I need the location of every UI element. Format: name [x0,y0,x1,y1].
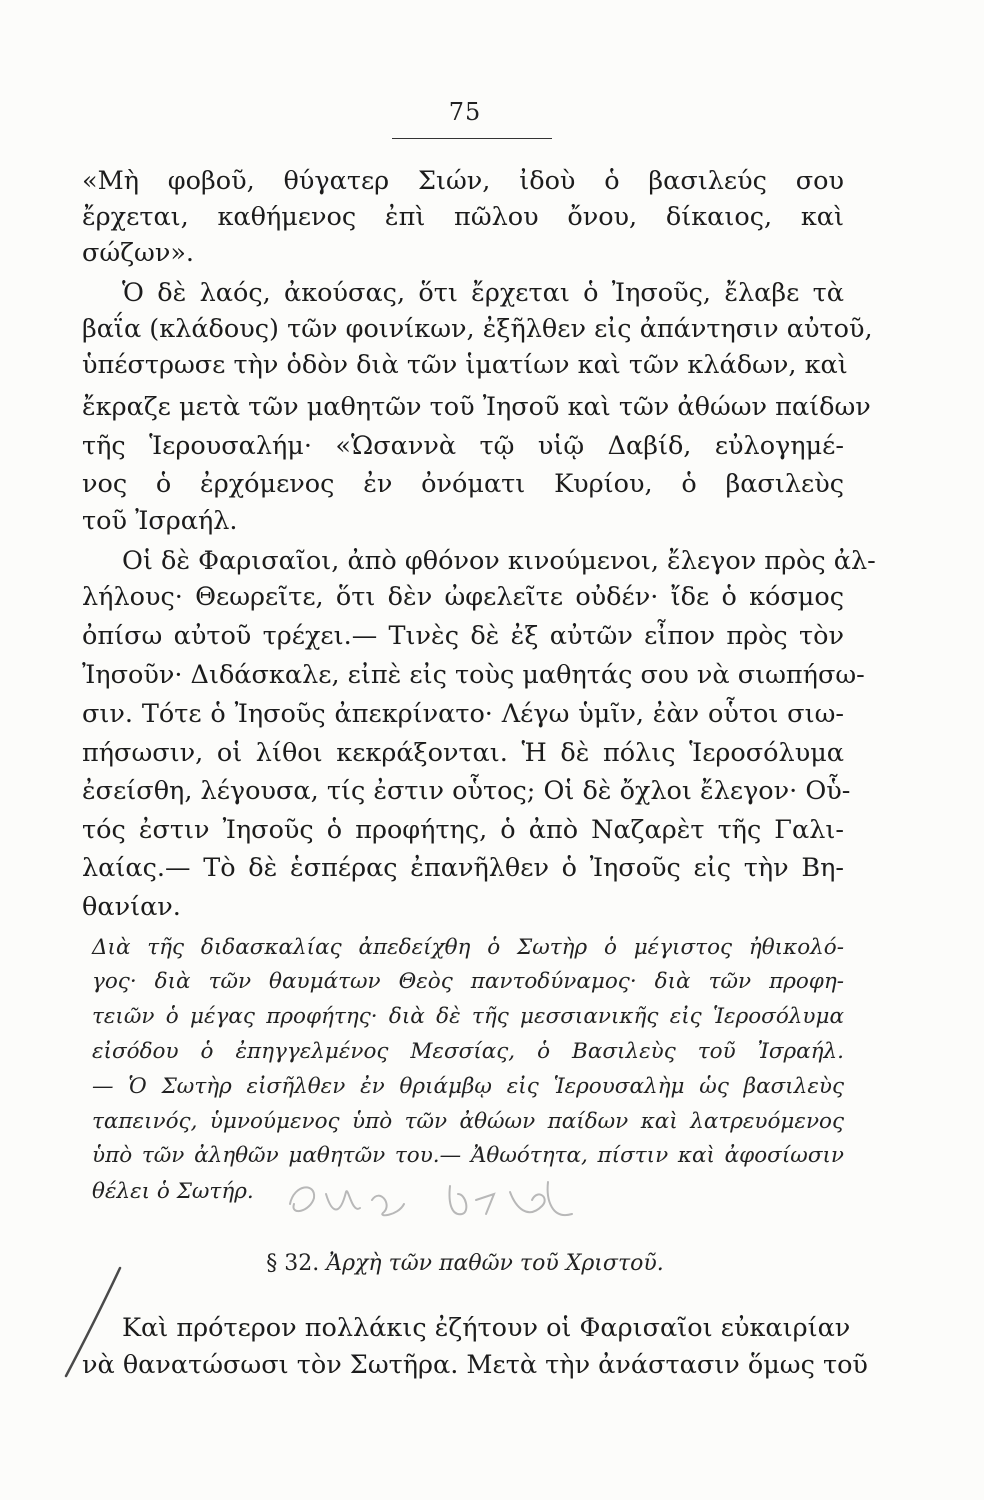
handwritten-scribble [280,1164,600,1234]
body-line: ἔρχεται, καθήμενος ἐπὶ πῶλου ὄνου, δίκαιος, καὶ [82,202,844,232]
summary-line: εἰσόδου ὁ ἐπηγγελμένος Μεσσίας, ὁ Βασιλεὺς τοῦ Ἰσραήλ. [92,1039,844,1064]
page-number: 75 [448,98,482,126]
body-line: λαίας.— Τὸ δὲ ἑσπέρας ἐπανῆλθεν ὁ Ἰησοῦς εἰς τὴν Βη- [82,853,844,883]
summary-line: θέλει ὁ Σωτήρ. [92,1179,254,1204]
body-line: Ὁ δὲ λαός, ἀκούσας, ὅτι ἔρχεται ὁ Ἰησοῦς, ἔλαβε τὰ [122,278,844,308]
body-line: σιν. Τότε ὁ Ἰησοῦς ἀπεκρίνατο· Λέγω ὑμῖν, ἐὰν οὗτοι σιω- [82,699,844,729]
body-line: Ἰησοῦν· Διδάσκαλε, εἰπὲ εἰς τοὺς μαθητάς σου νὰ σιωπήσω- [82,660,865,690]
body-line: ἐσείσθη, λέγουσα, τίς ἐστιν οὗτος; Οἱ δὲ ὄχλοι ἔλεγον· Οὗ- [82,776,851,806]
body-line: ὑπέστρωσε τὴν ὁδὸν διὰ τῶν ἱματίων καὶ τῶν κλάδων, καὶ [82,350,848,380]
body-line: τοῦ Ἰσραήλ. [82,506,238,536]
body-line: θανίαν. [82,892,181,922]
body-line: νος ὁ ἐρχόμενος ἐν ὀνόματι Κυρίου, ὁ βασιλεὺς [82,469,844,499]
body-line: Οἱ δὲ Φαρισαῖοι, ἀπὸ φθόνον κινούμενοι, ἔλεγον πρὸς ἀλ- [122,546,876,576]
summary-line: γος· διὰ τῶν θαυμάτων Θεὸς παντοδύναμος· διὰ τῶν προφη- [92,969,844,994]
body-line: λήλους· Θεωρεῖτε, ὅτι δὲν ὠφελεῖτε οὐδέν· ἴδε ὁ κόσμος [82,582,844,612]
body-line: ἔκραζε μετὰ τῶν μαθητῶν τοῦ Ἰησοῦ καὶ τῶν ἀθώων παίδων [82,392,871,422]
header-rule [392,138,552,139]
summary-line: ὑπὸ τῶν ἀληθῶν μαθητῶν του.— Ἀθωότητα, πίστιν καὶ ἀφοσίωσιν [92,1143,844,1168]
summary-line: τειῶν ὁ μέγας προφήτης· διὰ δὲ τῆς μεσσιανικῆς εἰς Ἱεροσόλυμα [92,1004,844,1029]
section-heading [0,1248,930,1280]
body-line: βαΐα (κλάδους) τῶν φοινίκων, ἐξῆλθεν εἰς ἀπάντησιν αὐτοῦ, [82,314,873,344]
section-title: Ἀρχὴ τῶν παθῶν τοῦ Χριστοῦ. [326,1251,664,1276]
body-line: Καὶ πρότερον πολλάκις ἐζήτουν οἱ Φαρισαῖοι εὐκαιρίαν [122,1313,851,1343]
body-line: τῆς Ἱερουσαλήμ· «Ὡσαννὰ τῷ υἱῷ Δαβίδ, εὐλογημέ- [82,431,844,461]
section-number: § 32. [266,1251,320,1276]
body-line: πήσωσιν, οἱ λίθοι κεκράξονται. Ἡ δὲ πόλις Ἱεροσόλυμα [82,738,844,768]
summary-line: — Ὁ Σωτὴρ εἰσῆλθεν ἐν θριάμβῳ εἰς Ἱερουσαλὴμ ὡς βασιλεὺς [92,1074,844,1099]
summary-line: Διὰ τῆς διδασκαλίας ἀπεδείχθη ὁ Σωτὴρ ὁ μέγιστος ἠθικολό- [92,935,844,960]
body-line: σώζων». [82,238,195,268]
summary-line: ταπεινός, ὑμνούμενος ὑπὸ τῶν ἀθώων παίδων καὶ λατρευόμενος [92,1109,844,1134]
body-line: νὰ θανατώσωσι τὸν Σωτῆρα. Μετὰ τὴν ἀνάστασιν ὅμως τοῦ [82,1350,868,1380]
body-line: ὀπίσω αὐτοῦ τρέχει.— Τινὲς δὲ ἐξ αὐτῶν εἶπον πρὸς τὸν [82,621,844,651]
body-line: «Μὴ φοβοῦ, θύγατερ Σιών, ἰδοὺ ὁ βασιλεύς σου [82,166,844,196]
body-line: τός ἐστιν Ἰησοῦς ὁ προφήτης, ὁ ἀπὸ Ναζαρὲτ τῆς Γαλι- [82,815,844,845]
